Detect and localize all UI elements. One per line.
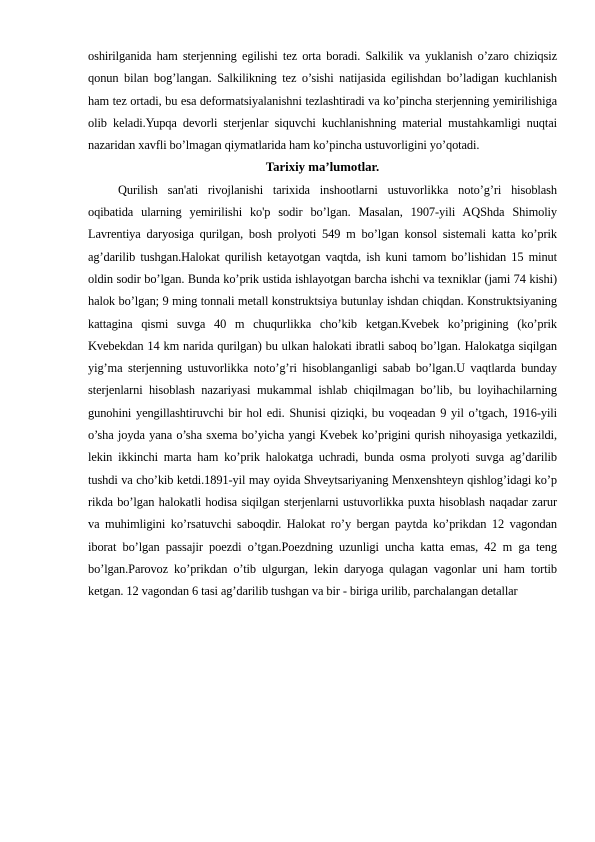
body-paragraph: oshirilganida ham sterjenning egilishi tez orta boradi. Salkilik va yuklanish o’zaro chiziqsiz qonun bilan bog’langan. Salkilikning tez o’sishi natijasida egilishdan bo’ladigan kuchlanish ham tez ortadi, bu esa deformatsiyalanishni tezlashtiradi va ko’pincha sterjenning yemirilishiga olib keladi.Yupqa devorli sterjenlar siquvchi kuchlanishning material mustahkamligi nuqtai nazaridan xavfli bo’lmagan qiymatlarida ham ko’pincha ustuvorligini yo’qotadi. bbox=[88, 49, 557, 153]
document-page bbox=[88, 45, 557, 602]
body-paragraph: Qurilish san'ati rivojlanishi tarixida inshootlarni ustuvorlikka noto’g’ri hisoblash oqibatida ularning yemirilishi ko'p sodir bo’lgan. Masalan, 1907-yili AQShda Shimoliy Lavrentiya daryosiga qurilgan, bosh prolyoti 549 m bo’lgan konsol sistemali katta ko’prik ag’darilib tushgan.Halokat qurilish ketayotgan vaqtda, ish kuni tamom bo’lishidan 15 minut oldin sodir bo’lgan. Bunda ko’prik ustida ishlayotgan barcha ishchi va texniklar (jami 74 kishi) halok bo’lgan; 9 ming tonnali metall konstruktsiya butunlay ishdan chiqdan. Konstruktsiyaning kattagina qismi suvga 40 m chuqurlikka cho’kib ketgan.Kvebek ko’prigining (ko’prik Kvebekdan 14 km narida qurilgan) bu ulkan halokati ibratli saboq bo’lgan. Halokatga siqilgan yig’ma sterjenning ustuvorlikka noto’g’ri hisoblanganligi sabab bo’lgan.U vaqtlarda bunday sterjenlarni hisoblash nazariyasi mukammal ishlab chiqilmagan bo’lib, bu loyihachilarning gunohini yengillashtiruvchi bir hol edi. Shunisi qiziqki, bu voqeadan 9 yil o’tgach, 1916-yili o’sha joyda yana o’sha sxema bo’yicha yangi Kvebek ko’prigini qurish nihoyasiga yetkazildi, lekin ikkinchi marta ham ko’prik halokatga uchradi, bunda osma prolyoti suvga ag’darilib tushdi va cho’kib ketdi.1891-yil may oyida Shveytsariyaning Menxenshteyn qishlog’idagi ko’p rikda bo’lgan halokatli hodisa siqilgan sterjenlarni ustuvorlikka puxta hisoblash naqadar zarur va muhimligini ko’rsatuvchi saboqdir. Halokat ro’y bergan paytda ko’prikdan 12 vagondan iborat bo’lgan passajir poezdi o’tgan.Poezdning uzunligi uncha katta emas, 42 m ga teng bo’lgan.Parovoz ko’prikdan o’tib ulgurgan, lekin daryoga qulagan vagonlar uni ham tortib ketgan. 12 vagondan 6 tasi ag’darilib tushgan va bir - biriga urilib, parchalangan detallar bbox=[88, 182, 557, 599]
section-heading: Tarixiy ma’lumotlar. bbox=[265, 160, 380, 175]
